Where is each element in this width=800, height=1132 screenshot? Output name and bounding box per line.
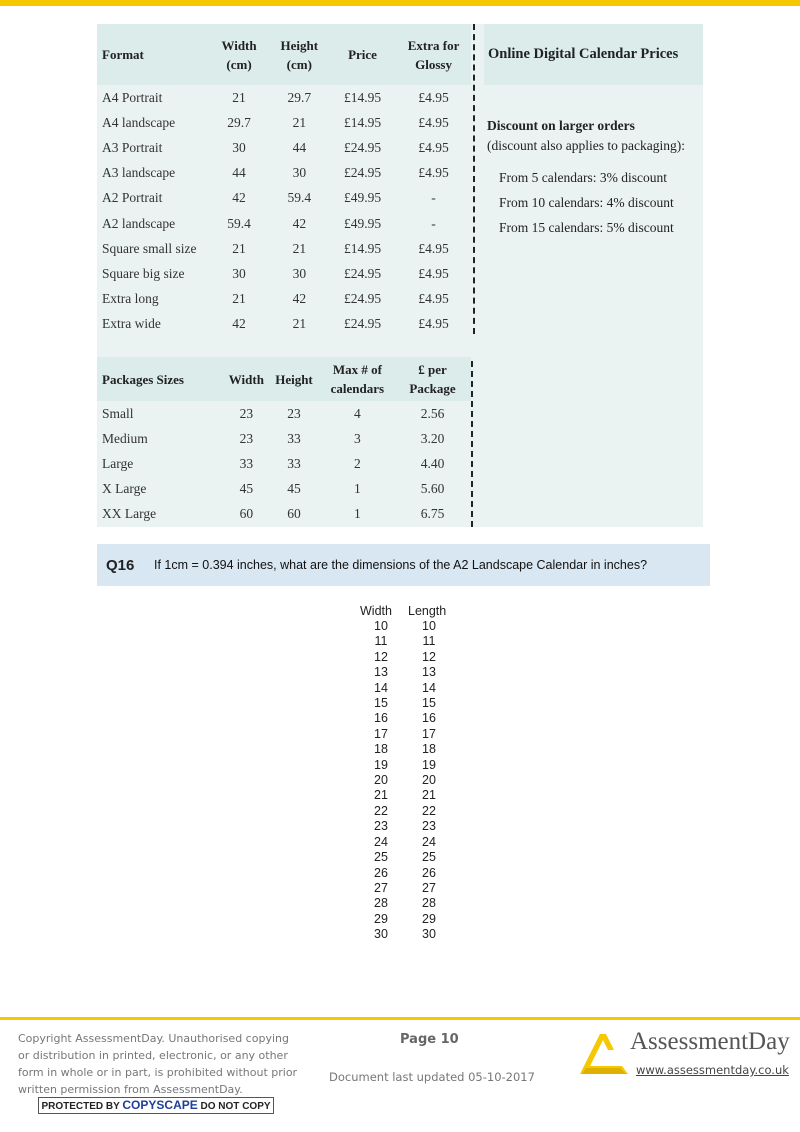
column-header-text: Height [280,37,319,53]
answer-option[interactable]: 18 [422,742,436,757]
answer-option[interactable]: 14 [374,680,388,695]
discount-title: Discount on larger orders [487,118,635,133]
table-cell: A4 Portrait [102,89,163,105]
table-row [97,426,471,451]
table-cell: 42 [292,291,307,307]
table-row [97,85,471,110]
table-cell: £4.95 [418,316,449,332]
table-cell: 21 [292,316,307,332]
table-cell: 4 [354,405,361,421]
table-cell: £4.95 [418,240,449,256]
table-cell: 23 [239,430,254,446]
column-header-text: Width [221,37,257,53]
website-link[interactable]: www.assessmentday.co.uk [636,1063,789,1077]
table-cell: 5.60 [420,481,445,497]
table-cell: 30 [232,139,246,155]
table-cell: 21 [292,240,307,256]
table-cell: 1 [354,506,361,522]
table-cell: £14.95 [343,240,382,256]
table-cell: £24.95 [343,265,382,281]
logo-name: AssessmentDay [630,1028,790,1055]
answer-option[interactable]: 25 [422,850,436,865]
table-cell: - [431,190,436,206]
length-options [414,619,444,943]
answer-option[interactable]: 16 [374,711,388,726]
table-cell: 23 [287,405,301,421]
packages-table [97,357,471,527]
answer-option[interactable]: 12 [422,649,436,664]
answer-option[interactable]: 20 [374,773,388,788]
table-cell: 3 [354,430,361,446]
discount-item: From 5 calendars: 3% discount [499,170,667,185]
table-cell: £14.95 [343,114,382,130]
table-cell: 59.4 [287,190,312,206]
answer-option[interactable]: 22 [422,803,436,818]
answer-option[interactable]: 20 [422,773,436,788]
column-header-text: (cm) [226,56,252,72]
table-row [97,261,471,286]
column-header-text: Extra for [407,37,460,53]
answer-option[interactable]: 16 [422,711,436,726]
answer-option[interactable]: 11 [374,634,388,649]
answer-option[interactable]: 13 [422,665,436,680]
table-cell: 2 [354,455,361,471]
column-header-text: Price [348,47,377,62]
discount-item: From 15 calendars: 5% discount [499,220,674,235]
width-options [366,619,396,943]
copyscape-suffix: DO NOT COPY [200,1101,271,1112]
table-cell: £4.95 [418,291,449,307]
column-header [394,357,471,401]
table-cell: £4.95 [418,114,449,130]
answer-option[interactable]: 11 [422,634,436,649]
assessmentday-logo-icon [576,1030,632,1078]
calendar-price-panel [97,24,703,527]
table-cell: £24.95 [343,316,382,332]
table-cell: - [431,215,436,231]
last-updated: Document last updated 05-10-2017 [329,1070,535,1084]
table-row [97,451,471,476]
table-cell: 44 [292,139,307,155]
column-header-text: £ per [418,362,447,377]
table-row [97,287,471,312]
table-row [97,186,471,211]
table-cell: 45 [287,481,301,497]
side-panel-title: Online Digital Calendar Prices [484,24,703,85]
table-cell: 29.7 [227,114,251,130]
copyscape-prefix: PROTECTED BY [41,1101,120,1112]
table-cell: 4.40 [420,455,445,471]
copyscape-brand: COPYSCAPE [122,1098,198,1112]
column-header [97,357,226,401]
table-cell: A3 Portrait [102,139,163,155]
answer-option[interactable]: 23 [374,819,388,834]
table-row [97,135,471,160]
column-header-text: Width [228,371,264,387]
table-cell: 21 [232,240,246,256]
column-header [396,24,471,85]
answer-option[interactable]: 19 [374,757,388,772]
answer-option[interactable]: 17 [422,726,436,741]
top-accent-bar [0,0,800,6]
table-cell: 21 [292,114,307,130]
table-cell: Large [102,455,134,471]
table-cell: 6.75 [420,506,445,522]
table-cell: £49.95 [343,190,382,206]
answer-option[interactable]: 13 [374,665,388,680]
formats-table [97,24,471,337]
table-cell: Extra wide [102,316,161,332]
answer-option[interactable]: 25 [374,850,388,865]
copyright-notice: Copyright AssessmentDay. Unauthorised copying or distribution in printed, electronic, or any other form in whole or in part, is prohibited without prior written permission from AssessmentDay. [18,1032,298,1096]
table-row [97,161,471,186]
answer-option[interactable]: 28 [374,896,388,911]
table-cell: 33 [239,455,254,471]
question-number: Q16 [106,556,135,574]
table-cell: £49.95 [343,215,382,231]
column-header-text: Packages Sizes [102,371,184,387]
table-cell: 42 [232,190,246,206]
footer-divider [0,1017,800,1020]
column-header-text: Height [275,371,313,387]
table-row [97,236,471,261]
table-cell: £4.95 [418,139,449,155]
table-cell: Extra long [102,291,159,307]
copyscape-badge[interactable] [38,1097,274,1114]
table-cell: A2 landscape [102,215,176,231]
answer-option[interactable]: 26 [374,865,388,880]
table-cell: XX Large [102,506,157,522]
table-cell: A3 landscape [102,165,176,181]
table-cell: £24.95 [343,165,382,181]
table-cell: 33 [287,430,301,446]
discount-item: From 10 calendars: 4% discount [499,195,674,210]
table-cell: 60 [287,506,301,522]
column-header [329,24,396,85]
table-row [97,401,471,426]
table-cell: 44 [232,165,246,181]
column-header [208,24,269,85]
length-header: Length [408,604,447,618]
table-cell: 21 [232,89,246,105]
table-cell: £4.95 [418,89,449,105]
answer-option[interactable]: 18 [374,742,388,757]
column-header-text: Glossy [415,56,452,72]
answer-option[interactable]: 23 [422,819,436,834]
table-cell: Small [102,405,134,421]
table-cell: 3.20 [420,430,445,446]
table-cell: Medium [102,430,148,446]
answer-option[interactable]: 28 [422,896,436,911]
table-cell: 30 [232,265,246,281]
question-bar [97,544,710,586]
column-header-text: Max # of [332,362,382,377]
answer-option[interactable]: 24 [422,834,436,849]
column-header [270,24,329,85]
column-header-text: Package [409,381,456,396]
table-cell: £4.95 [418,265,449,281]
table-row [97,477,471,502]
discount-note: (discount also applies to packaging): [487,138,685,153]
table-cell: 42 [232,316,246,332]
table-row [97,312,471,337]
answer-option[interactable]: 27 [422,880,436,895]
answer-option[interactable]: 10 [374,619,388,633]
answer-option[interactable]: 29 [422,911,436,926]
column-header [321,357,394,401]
answer-option[interactable]: 15 [422,696,436,711]
table-cell: 45 [239,481,254,497]
table-cell: 23 [239,405,254,421]
table-cell: 29.7 [287,89,312,105]
answer-option[interactable]: 24 [374,834,388,849]
table-cell: 42 [292,215,307,231]
table-cell: £24.95 [343,139,382,155]
table-cell: X Large [102,481,147,497]
answer-option[interactable]: 21 [422,788,436,803]
column-header-text: Format [102,47,144,62]
table-cell: 1 [354,481,361,497]
table-row [97,110,471,135]
table-row [97,502,471,527]
answer-option[interactable]: 30 [374,927,388,942]
answer-option[interactable]: 12 [374,649,388,664]
answer-option[interactable]: 15 [374,696,388,711]
table-cell: 2.56 [420,405,445,421]
table-cell: Square small size [102,240,197,256]
column-header [226,357,268,401]
answer-option[interactable]: 27 [374,880,388,895]
column-header [267,357,320,401]
table-cell: 33 [287,455,301,471]
table-cell: 21 [232,291,246,307]
table-cell: 30 [292,165,307,181]
table-cell: £4.95 [418,165,449,181]
width-header: Width [360,604,392,618]
table-cell: 60 [239,506,254,522]
answer-option[interactable]: 14 [422,680,436,695]
table-cell: 30 [292,265,307,281]
page-number: Page 10 [400,1032,459,1047]
answer-option[interactable]: 26 [422,865,436,880]
table-cell: A2 Portrait [102,190,163,206]
answer-option[interactable]: 19 [422,757,436,772]
table-row [97,211,471,236]
table-cell: £24.95 [343,291,382,307]
table-cell: £14.95 [343,89,382,105]
table-cell: A4 landscape [102,114,176,130]
answer-option[interactable]: 30 [422,927,436,942]
answer-option[interactable]: 21 [374,788,388,803]
column-header [97,24,208,85]
packages-divider [471,361,473,527]
formats-divider [473,24,475,334]
answer-option[interactable]: 10 [422,619,436,633]
answer-option[interactable]: 17 [374,726,388,741]
table-cell: 59.4 [227,215,251,231]
answer-option[interactable]: 22 [374,803,388,818]
table-cell: Square big size [102,265,185,281]
answer-option[interactable]: 29 [374,911,388,926]
column-header-text: (cm) [286,56,312,72]
column-header-text: calendars [330,381,385,396]
question-text: If 1cm = 0.394 inches, what are the dimensions of the A2 Landscape Calendar in inches? [154,558,648,572]
